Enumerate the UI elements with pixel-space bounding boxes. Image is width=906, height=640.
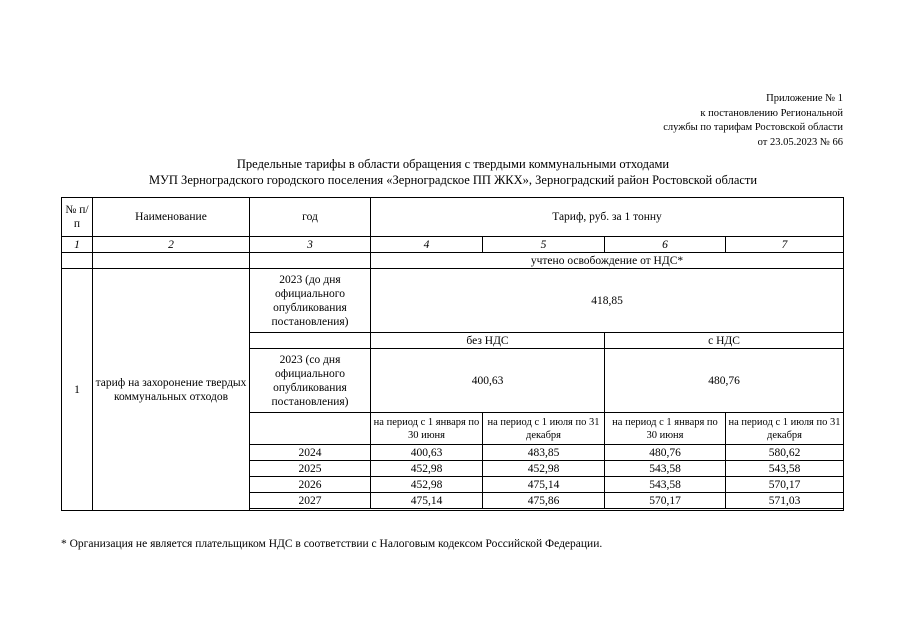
empty-cell — [93, 253, 250, 269]
value-cell: 543,58 — [605, 461, 726, 477]
with-vat-header: с НДС — [605, 333, 844, 349]
header-num: № п/п — [62, 198, 93, 237]
subheader-cell: на период с 1 января по 30 июня — [371, 413, 483, 445]
vat-exempt-note: учтено освобождение от НДС* — [371, 253, 844, 269]
value-cell: 580,62 — [726, 445, 844, 461]
row-number: 1 — [62, 269, 93, 511]
subheader-cell: на период с 1 июля по 31 декабря — [726, 413, 844, 445]
col-number: 5 — [483, 237, 605, 253]
value-cell: 571,03 — [726, 493, 844, 509]
year-cell: 2027 — [250, 493, 371, 509]
filler-cell — [250, 509, 844, 511]
col-number: 6 — [605, 237, 726, 253]
col-number: 1 — [62, 237, 93, 253]
period2-with-vat: 480,76 — [605, 349, 844, 413]
value-cell: 543,58 — [605, 477, 726, 493]
value-cell: 400,63 — [371, 445, 483, 461]
value-cell: 475,14 — [371, 493, 483, 509]
value-cell: 452,98 — [371, 461, 483, 477]
value-cell: 452,98 — [483, 461, 605, 477]
subheader-cell: на период с 1 июля по 31 декабря — [483, 413, 605, 445]
header-year: год — [250, 198, 371, 237]
empty-cell — [62, 253, 93, 269]
header-row — [62, 198, 844, 237]
appendix-line: Приложение № 1 — [766, 93, 843, 104]
year-cell: 2024 — [250, 445, 371, 461]
year-cell: 2025 — [250, 461, 371, 477]
column-number-row — [62, 237, 844, 253]
period2-without-vat: 400,63 — [371, 349, 605, 413]
period1-row — [62, 269, 844, 333]
value-cell: 483,85 — [483, 445, 605, 461]
header-name: Наименование — [93, 198, 250, 237]
empty-cell — [250, 333, 371, 349]
year-cell: 2026 — [250, 477, 371, 493]
value-cell: 452,98 — [371, 477, 483, 493]
row-name: тариф на захоронение твердых коммунальных отходов — [93, 269, 250, 511]
header-tariff: Тариф, руб. за 1 тонну — [371, 198, 844, 237]
appendix-line: к постановлению Региональной — [700, 107, 843, 119]
empty-cell — [250, 253, 371, 269]
empty-cell — [250, 413, 371, 445]
title-line: МУП Зерноградского городского поселения «Зерноградское ПП ЖКХ», Зерноградский район Ростовской области — [148, 173, 758, 187]
period2-label: 2023 (со дня официального опубликования постановления) — [250, 349, 371, 413]
col-number: 4 — [371, 237, 483, 253]
subheader-cell: на период с 1 января по 30 июня — [605, 413, 726, 445]
tariff-table — [61, 197, 844, 511]
value-cell: 543,58 — [726, 461, 844, 477]
appendix-line: службы по тарифам Ростовской области — [663, 122, 843, 133]
col-number: 2 — [93, 237, 250, 253]
col-number: 3 — [250, 237, 371, 253]
period1-value: 418,85 — [371, 269, 844, 333]
vat-note-row — [62, 253, 844, 269]
value-cell: 475,86 — [483, 493, 605, 509]
title-line: Предельные тарифы в области обращения с твердыми коммунальными отходами — [236, 157, 670, 171]
appendix-line: от 23.05.2023 № 66 — [757, 136, 843, 148]
value-cell: 480,76 — [605, 445, 726, 461]
value-cell: 475,14 — [483, 477, 605, 493]
footnote: * Организация не является плательщиком НДС в соответствии с Налоговым кодексом Российской Федерации. — [61, 538, 603, 550]
appendix-header — [663, 92, 843, 150]
without-vat-header: без НДС — [371, 333, 605, 349]
col-number: 7 — [726, 237, 844, 253]
value-cell: 570,17 — [726, 477, 844, 493]
period1-label: 2023 (до дня официального опубликования постановления) — [250, 269, 371, 333]
value-cell: 570,17 — [605, 493, 726, 509]
document-title — [0, 156, 906, 188]
